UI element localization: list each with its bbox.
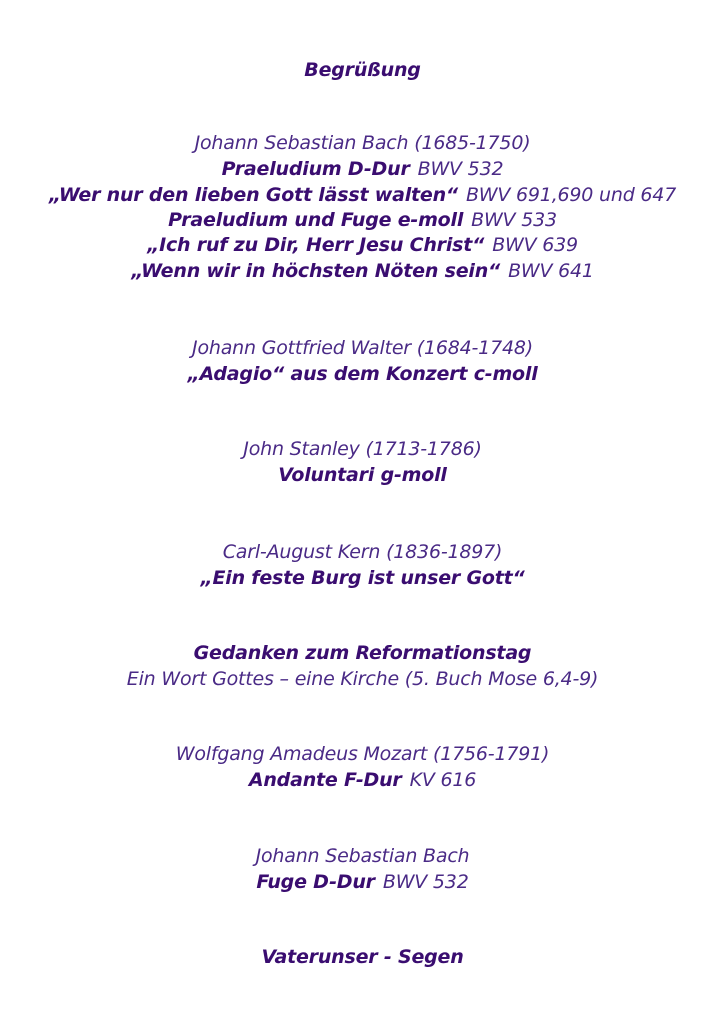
closing-heading: Vaterunser - Segen [261,946,464,968]
work-kern: „Ein feste Burg ist unser Gott“ [200,567,525,589]
work-title: Praeludium und Fuge e-moll [168,209,464,231]
program-item [0,207,725,233]
composer-bach-2: Johann Sebastian Bach [255,845,470,867]
work-walter: „Adagio“ aus dem Konzert c-moll [187,363,538,385]
composer-kern: Carl-August Kern (1836-1897) [222,541,503,563]
composer-bach-1: Johann Sebastian Bach (1685-1750) [194,132,531,154]
work-title: „Wer nur den lieben Gott lässt walten“ [48,184,458,206]
reflection-title: Gedanken zum Reformationstag [193,642,532,664]
program-item [0,869,725,895]
program-item [0,156,725,182]
work-catalog: BWV 533 [471,209,557,231]
work-stanley: Voluntari g-moll [278,464,447,486]
work-catalog: BWV 532 [417,158,504,180]
work-catalog: BWV 691,690 und 647 [465,184,677,206]
program-item [0,767,725,793]
program-item [0,232,725,258]
welcome-heading: Begrüßung [304,59,421,81]
work-title: Andante F-Dur [248,769,402,791]
work-title: „Wenn wir in höchsten Nöten sein“ [131,260,501,282]
composer-mozart: Wolfgang Amadeus Mozart (1756-1791) [175,743,550,765]
work-title: „Ich ruf zu Dir, Herr Jesu Christ“ [147,234,485,256]
program-item [0,258,725,284]
work-title: Fuge D-Dur [256,871,375,893]
composer-walter: Johann Gottfried Walter (1684-1748) [192,337,533,359]
work-catalog: KV 616 [409,769,477,791]
work-catalog: BWV 532 [382,871,469,893]
work-catalog: BWV 639 [492,234,578,256]
program-item [0,182,725,208]
work-catalog: BWV 641 [508,260,594,282]
reflection-subtitle: Ein Wort Gottes – eine Kirche (5. Buch Mose 6,4-9) [126,668,599,690]
composer-stanley: John Stanley (1713-1786) [243,438,482,460]
work-title: Praeludium D-Dur [221,158,410,180]
